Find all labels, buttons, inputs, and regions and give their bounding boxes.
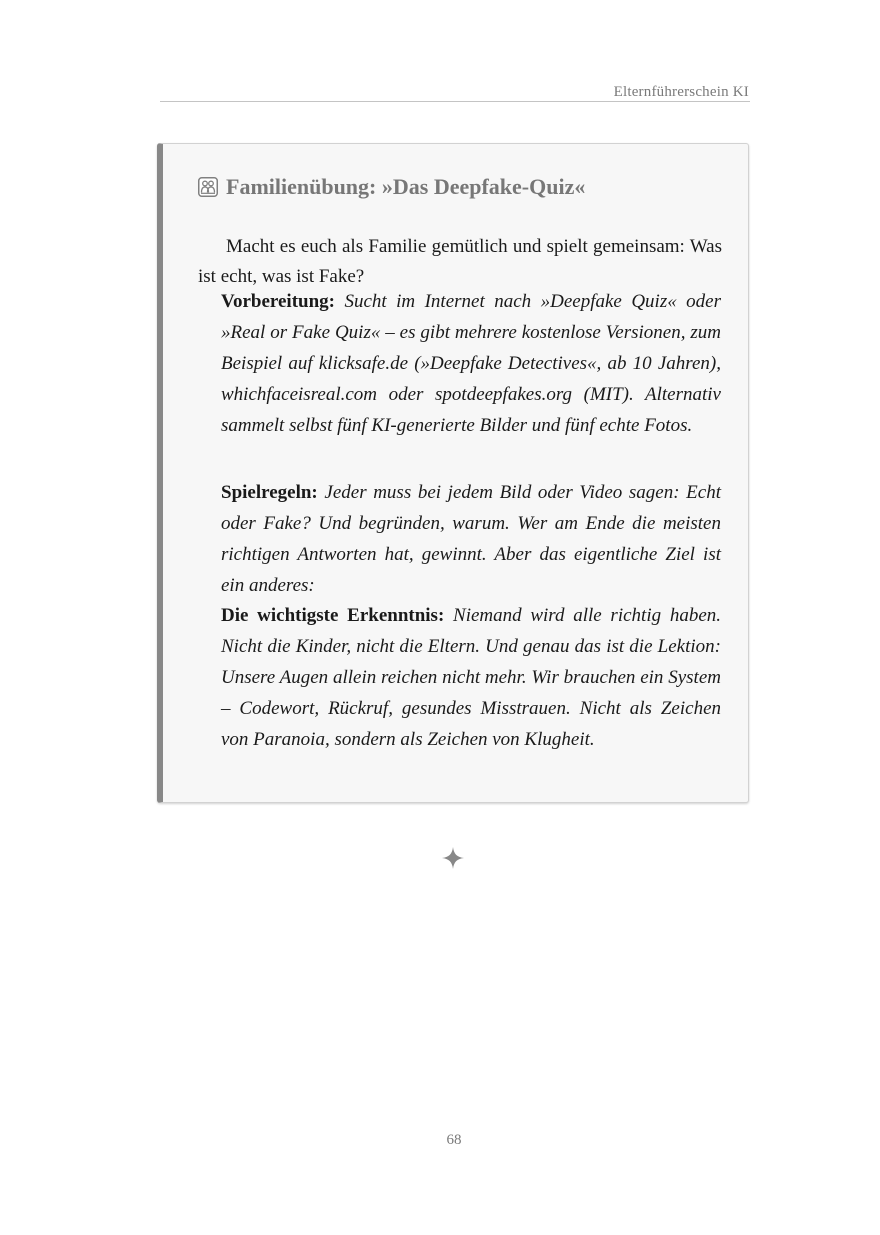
running-header: Elternführerschein KI — [613, 84, 749, 100]
box-title: Familienübung: »Das Deepfake-Quiz« — [226, 174, 586, 199]
preparation-paragraph — [221, 286, 721, 441]
rules-text: Jeder muss bei jedem Bild oder Video sagen: Echt oder Fake? Und begründen, warum. Wer am Ende die meisten richtigen Antworten hat, gewinnt. Aber das eigentliche Ziel ist ein anderes: — [221, 482, 722, 596]
insight-text: Niemand wird alle richtig haben. Nicht die Kinder, nicht die Eltern. Und genau das ist die Lektion: Unsere Augen allein reichen nicht mehr. Wir brauchen ein System – Codewort, Rückruf, gesundes Misstrauen. Nicht als Zeichen von Paranoia, sondern als Zeichen von Klugheit. — [221, 605, 722, 750]
insight-paragraph — [221, 600, 721, 755]
rules-label: Spielregeln: — [221, 482, 318, 503]
four-point-star-icon — [441, 846, 465, 870]
intro-paragraph: Macht es euch als Familie gemütlich und spielt gemeinsam: Was ist echt, was ist Fake? — [198, 236, 722, 287]
page-number: 68 — [446, 1132, 462, 1148]
header-divider — [160, 101, 750, 102]
preparation-label: Vorbereitung: — [221, 291, 335, 312]
insight-label: Die wichtigste Erkenntnis: — [221, 605, 445, 626]
family-icon — [198, 177, 218, 197]
rules-paragraph — [221, 477, 721, 601]
preparation-text: Sucht im Internet nach »Deepfake Quiz« oder »Real or Fake Quiz« – es gibt mehrere kostenlose Versionen, zum Beispiel auf klicksafe.de (»Deepfake Detectives«, ab 10 Jahren), whichfaceisreal.com oder spotdeepfakes.org (MIT). Alternativ sammelt selbst fünf KI-generierte Bilder und fünf echte Fotos. — [221, 291, 721, 436]
exercise-box — [157, 143, 749, 803]
box-heading — [198, 174, 585, 200]
